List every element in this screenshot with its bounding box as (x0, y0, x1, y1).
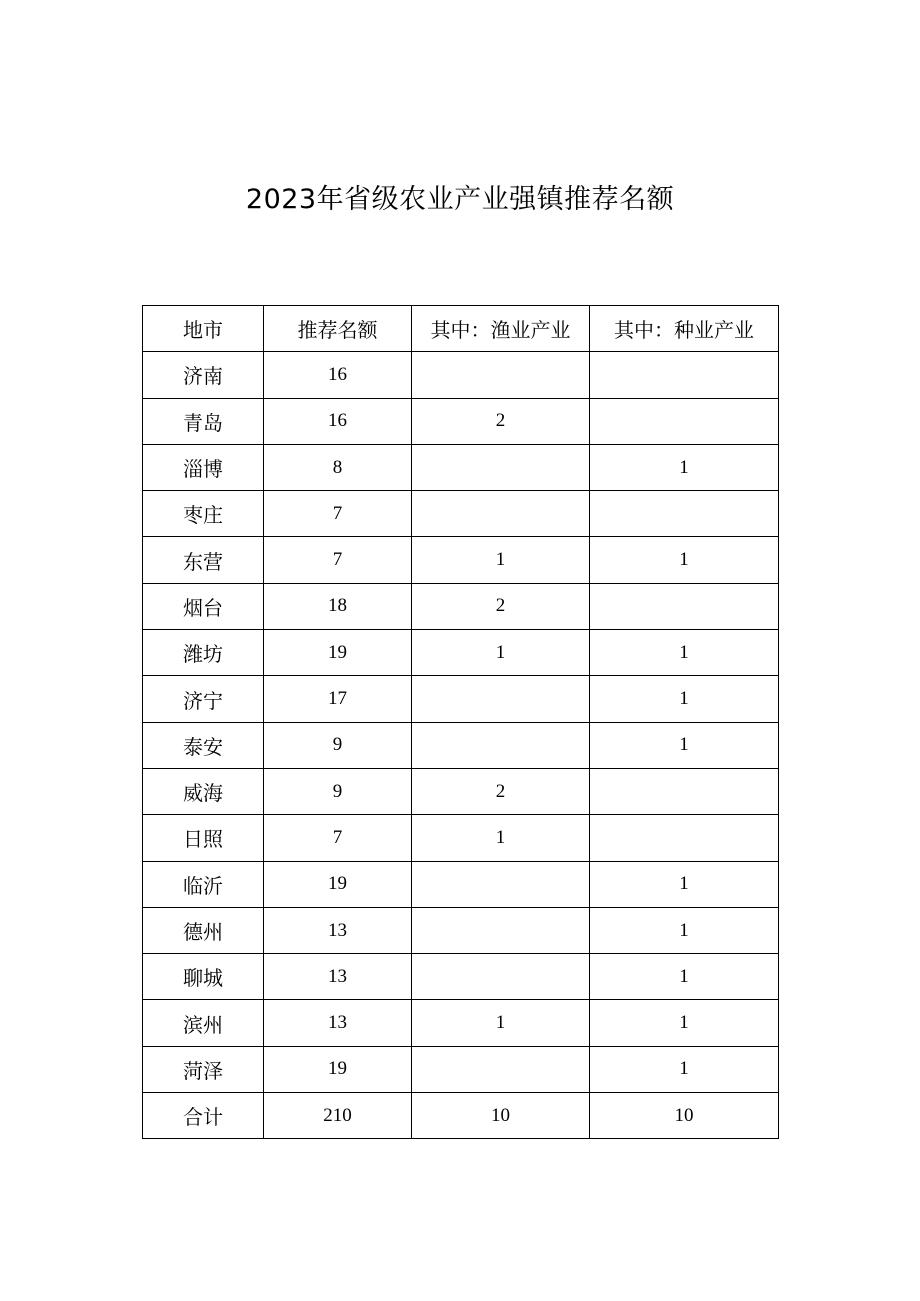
city-cell: 泰安 (143, 722, 264, 768)
table-row (143, 352, 779, 398)
seed-cell: 1 (590, 630, 779, 676)
fishery-cell: 2 (412, 398, 590, 444)
table-row (143, 630, 779, 676)
seed-cell (590, 768, 779, 814)
total-cell: 19 (264, 630, 412, 676)
total-cell: 18 (264, 583, 412, 629)
total-cell: 13 (264, 954, 412, 1000)
seed-cell: 1 (590, 722, 779, 768)
city-cell: 青岛 (143, 398, 264, 444)
city-cell: 枣庄 (143, 491, 264, 537)
city-cell: 日照 (143, 815, 264, 861)
header-city: 地市 (143, 306, 264, 352)
table-row (143, 907, 779, 953)
table-row (143, 722, 779, 768)
fishery-cell (412, 352, 590, 398)
seed-cell: 1 (590, 861, 779, 907)
summary-seed-cell: 10 (590, 1093, 779, 1139)
city-cell: 烟台 (143, 583, 264, 629)
city-cell: 聊城 (143, 954, 264, 1000)
total-cell: 9 (264, 722, 412, 768)
seed-cell: 1 (590, 676, 779, 722)
quota-table (142, 305, 779, 1139)
seed-cell (590, 583, 779, 629)
fishery-cell: 1 (412, 630, 590, 676)
fishery-cell (412, 444, 590, 490)
table-row (143, 1000, 779, 1046)
city-cell: 济南 (143, 352, 264, 398)
seed-cell: 1 (590, 954, 779, 1000)
document-title: 2023年省级农业产业强镇推荐名额 (245, 184, 675, 215)
total-cell: 13 (264, 907, 412, 953)
table-row (143, 537, 779, 583)
table-row (143, 815, 779, 861)
table-row (143, 768, 779, 814)
total-cell: 7 (264, 491, 412, 537)
table-row (143, 583, 779, 629)
fishery-cell: 2 (412, 583, 590, 629)
table-row (143, 398, 779, 444)
total-cell: 7 (264, 537, 412, 583)
fishery-cell (412, 1046, 590, 1092)
header-seed-industry: 其中：种业产业 (590, 306, 779, 352)
total-cell: 19 (264, 1046, 412, 1092)
total-cell: 16 (264, 352, 412, 398)
city-cell: 潍坊 (143, 630, 264, 676)
header-fishery: 其中：渔业产业 (412, 306, 590, 352)
total-cell: 16 (264, 398, 412, 444)
table-row (143, 444, 779, 490)
summary-total-cell: 210 (264, 1093, 412, 1139)
city-cell: 临沂 (143, 861, 264, 907)
seed-cell: 1 (590, 907, 779, 953)
table-body (143, 352, 779, 1139)
fishery-cell (412, 954, 590, 1000)
city-cell: 淄博 (143, 444, 264, 490)
table-row (143, 491, 779, 537)
city-cell: 滨州 (143, 1000, 264, 1046)
city-cell: 威海 (143, 768, 264, 814)
table-row (143, 954, 779, 1000)
seed-cell (590, 815, 779, 861)
total-cell: 9 (264, 768, 412, 814)
seed-cell (590, 398, 779, 444)
fishery-cell (412, 722, 590, 768)
fishery-cell (412, 861, 590, 907)
fishery-cell: 1 (412, 1000, 590, 1046)
city-cell: 菏泽 (143, 1046, 264, 1092)
total-cell: 13 (264, 1000, 412, 1046)
table-header-row (143, 306, 779, 352)
fishery-cell (412, 491, 590, 537)
summary-row (143, 1093, 779, 1139)
total-cell: 7 (264, 815, 412, 861)
summary-label-cell: 合计 (143, 1093, 264, 1139)
seed-cell (590, 352, 779, 398)
table-row (143, 1046, 779, 1092)
city-cell: 德州 (143, 907, 264, 953)
table-row (143, 676, 779, 722)
seed-cell: 1 (590, 444, 779, 490)
total-cell: 8 (264, 444, 412, 490)
seed-cell (590, 491, 779, 537)
total-cell: 19 (264, 861, 412, 907)
city-cell: 东营 (143, 537, 264, 583)
fishery-cell: 2 (412, 768, 590, 814)
header-total-quota: 推荐名额 (264, 306, 412, 352)
seed-cell: 1 (590, 537, 779, 583)
fishery-cell: 1 (412, 815, 590, 861)
summary-fishery-cell: 10 (412, 1093, 590, 1139)
table-row (143, 861, 779, 907)
city-cell: 济宁 (143, 676, 264, 722)
total-cell: 17 (264, 676, 412, 722)
fishery-cell (412, 676, 590, 722)
fishery-cell: 1 (412, 537, 590, 583)
fishery-cell (412, 907, 590, 953)
seed-cell: 1 (590, 1000, 779, 1046)
seed-cell: 1 (590, 1046, 779, 1092)
